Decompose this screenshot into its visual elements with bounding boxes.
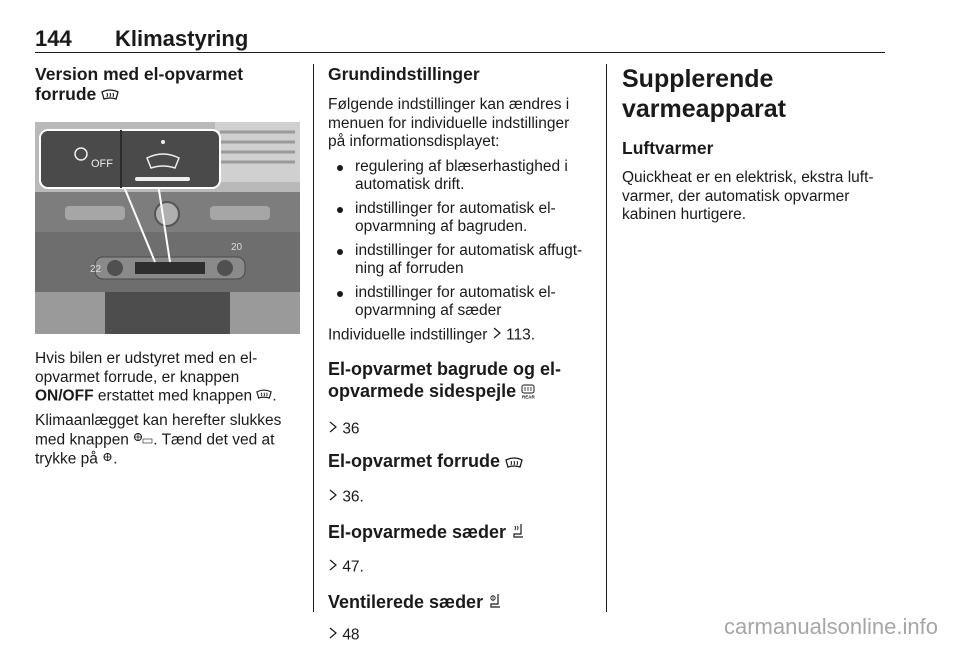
rear-window-heat-title: El-opvarmet bagrude og el- opvarmede sidespejle REAR [328, 358, 583, 403]
on-off-label: ON/OFF [35, 387, 94, 405]
paragraph-switch-off: Klimaanlægget kan herefter slukkes med knappen . Tænd det ved at trykke på . [35, 412, 282, 467]
column-divider-1 [313, 64, 314, 612]
ventilated-seats-title: Ventilerede sæder [328, 591, 583, 614]
ventilated-seats-ref: 48 [328, 626, 583, 645]
basic-settings-title: Grundindstillinger [328, 64, 480, 84]
column-2 [328, 64, 583, 645]
paragraph-replacement: Hvis bilen er udstyret med en el- opvarmet forrude, er knappen ON/OFF erstattet med knappen . [35, 350, 277, 405]
seat-heat-icon [511, 522, 525, 544]
front-window-ref: 36. [328, 488, 583, 507]
front-window-heat-title: El-opvarmet forrude [328, 450, 583, 473]
windscreen-heat-icon [101, 85, 119, 105]
column-1 [35, 64, 300, 468]
subsection-title-air-heater: Luftvarmer [622, 138, 714, 158]
list-item: indstillinger for automatisk el- opvarmning af sæder [328, 284, 583, 321]
basic-settings-intro: Følgende indstillinger kan ændres i menuen for individuelle indstillinger på informationsdisplayet: [328, 96, 570, 150]
climate-off-icon [133, 431, 153, 450]
column-3 [622, 64, 887, 225]
rear-window-ref: 36 [328, 420, 583, 439]
section-title-heated-windscreen: Version med el-opvarmet forrude [35, 64, 244, 104]
windscreen-heat-icon [505, 452, 523, 474]
list-item: regulering af blæserhastighed i automatisk drift. [328, 158, 583, 195]
page-number: 144 [35, 26, 72, 51]
page-header [35, 26, 885, 53]
chapter-title: Klimastyring [115, 26, 249, 51]
individual-settings-ref: Individuelle indstillinger 113. [328, 325, 536, 343]
photo-off-label: OFF [91, 158, 113, 171]
heated-seats-ref: 47. [328, 558, 583, 577]
page-reference-arrow-icon [492, 326, 502, 345]
page-reference-arrow-icon [328, 488, 338, 507]
list-item: indstillinger for automatisk el- opvarmning af bagruden. [328, 200, 583, 237]
air-heater-text: Quickheat er en elektrisk, ekstra luft- varmer, der automatisk opvarmer kabinen hurtigere. [622, 169, 874, 223]
rear-window-heat-icon [521, 382, 535, 404]
settings-list [328, 158, 583, 321]
windscreen-heat-icon [256, 387, 272, 406]
photo-temp-right: 20 [231, 242, 243, 254]
column-divider-2 [606, 64, 607, 612]
section-title-auxiliary-heater: Supplerende varmeapparat [622, 65, 786, 123]
watermark: carmanualsonline.info [723, 614, 938, 639]
photo-temp-left: 22 [90, 264, 102, 276]
seat-vent-icon [488, 592, 502, 614]
svg-text:REAR: REAR [522, 394, 535, 399]
page-reference-arrow-icon [328, 558, 338, 577]
page-reference-arrow-icon [328, 420, 338, 439]
climate-panel-photo [35, 122, 300, 334]
list-item: indstillinger for automatisk affugt- ning af forruden [328, 242, 583, 279]
heated-seats-title: El-opvarmede sæder [328, 521, 583, 544]
climate-on-icon [102, 450, 113, 469]
